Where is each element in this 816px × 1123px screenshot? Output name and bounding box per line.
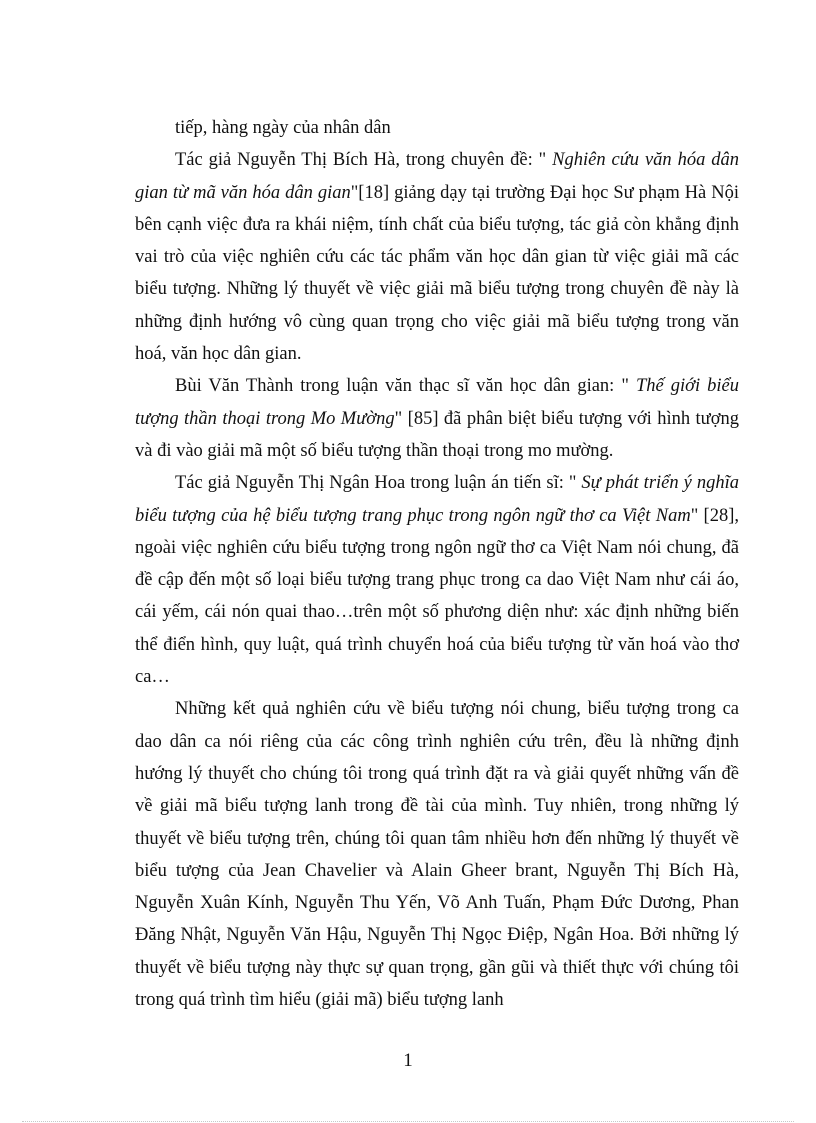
text-run: Tác giả Nguyễn Thị Bích Hà, trong chuyên đề: " [175,150,553,171]
paragraph [135,467,739,693]
text-run: tiếp, hàng ngày của nhân dân [175,118,391,138]
text-run: Tác giả Nguyễn Thị Ngân Hoa trong luận án tiến sĩ: " [175,473,582,494]
cited-title: Sự phát triển ý nghĩa biểu tượng của hệ biểu tượng trang phục trong ngôn ngữ thơ ca Việt Nam [135,473,739,526]
text-run: " [85] đã phân biệt biểu tượng với hình tượng và đi vào giải mã một số biểu tượng thần thoại trong mo mường. [135,408,739,461]
text-run: Những kết quả nghiên cứu về biểu tượng nói chung, biểu tượng trong ca dao dân ca nói riêng của các công trình nghiên cứu trên, đều là những định hướng lý thuyết cho chúng tôi trong quá trình đặt ra và giải quyết những vấn đề về giải mã biểu tượng lanh trong đề tài của mình. Tuy nhiên, trong những lý thuyết về biểu tượng trên, chúng tôi quan tâm nhiều hơn đến những lý thuyết về biểu tượng của Jean Chavelier và Alain Gheer brant, Nguyễn Thị Bích Hà, Nguyễn Xuân Kính, Nguyễn Thu Yến, Võ Anh Tuấn, Phạm Đức Dương, Phan Đăng Nhật, Nguyễn Văn Hậu, Nguyễn Thị Ngọc Điệp, Ngân Hoa. Bởi những lý thuyết về biểu tượng này thực sự quan trọng, gần gũi và thiết thực với chúng tôi trong quá trình tìm hiểu (giải mã) biểu tượng lanh [135,699,739,1011]
page-divider [22,1121,794,1122]
cited-title: Nghiên cứu văn hóa dân gian từ mã văn hóa dân gian [135,150,740,203]
paragraph [135,112,739,144]
page-number: 1 [403,1050,413,1071]
text-run: Bùi Văn Thành trong luận văn thạc sĩ văn học dân gian: " [175,376,636,397]
text-run: " [28], ngoài việc nghiên cứu biểu tượng trong ngôn ngữ thơ ca Việt Nam nói chung, đã đề cập đến một số loại biểu tượng trang phục trong ca dao Việt Nam như cái áo, cái yếm, cái nón quai thao…trên một số phương diện như: xác định những biến thể điển hình, quy luật, quá trình chuyển hoá của biểu tượng từ văn hoá vào thơ ca… [135,505,740,688]
paragraph [135,693,739,1016]
paragraph [135,144,739,370]
paragraph [135,370,739,467]
cited-title: Thế giới biểu tượng thần thoại trong Mo Mường [135,376,739,429]
text-run: "[18] giảng dạy tại trường Đại học Sư phạm Hà Nội bên cạnh việc đưa ra khái niệm, tính chất của biểu tượng, tác giả còn khẳng định vai trò của việc nghiên cứu các tác phẩm văn học dân gian từ việc giải mã các biểu tượng. Những lý thuyết về việc giải mã biểu tượng trong chuyên đề này là những định hướng vô cùng quan trọng cho việc giải mã biểu tượng trong văn hoá, văn học dân gian. [135,182,739,365]
body-text [135,112,739,1016]
